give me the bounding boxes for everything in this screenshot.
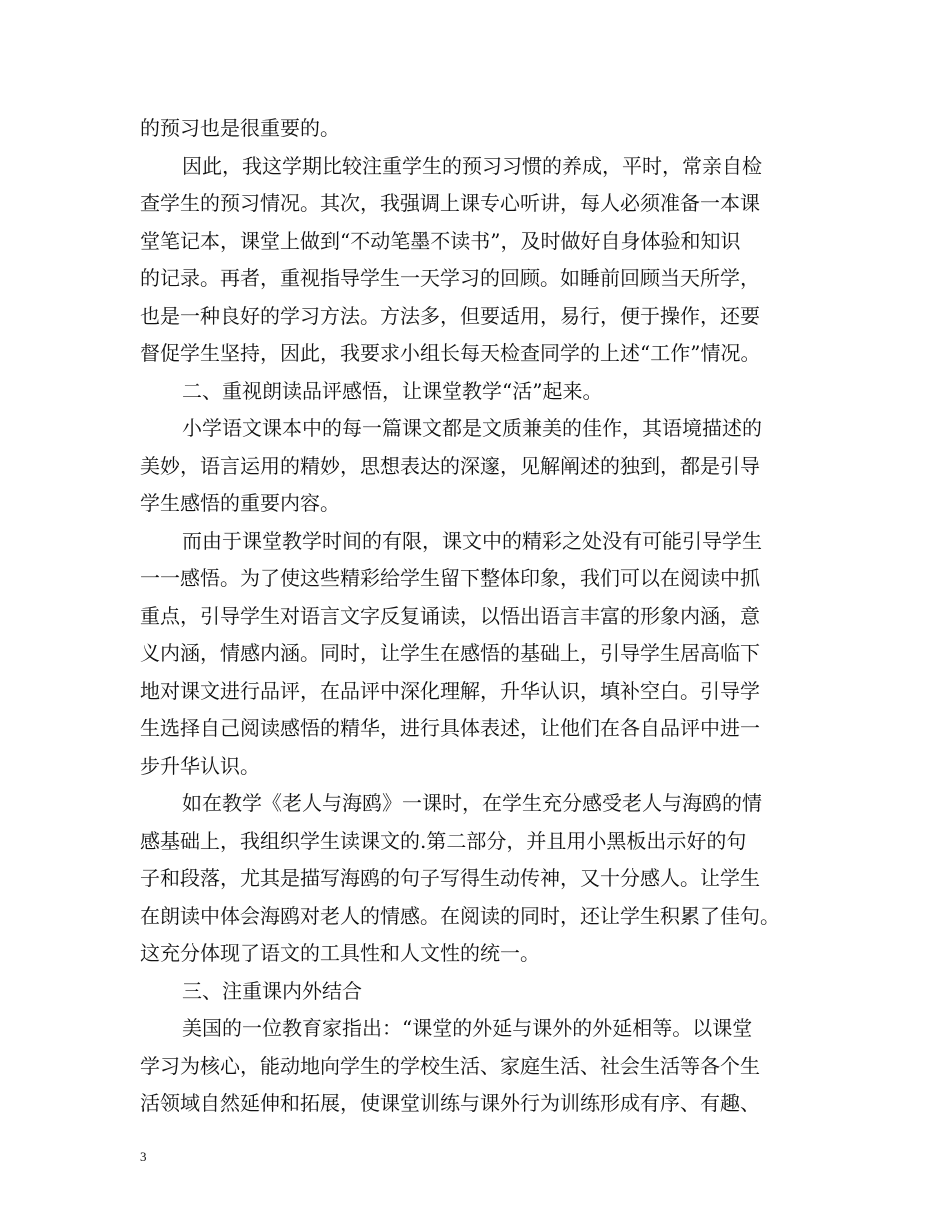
- text-line: 步升华认识。: [140, 753, 260, 778]
- text-line: 美妙，语言运用的精妙，思想表达的深邃，见解阐述的独到，都是引导: [140, 453, 760, 478]
- text-line: 查学生的预习情况。其次，我强调上课专心听讲，每人必须准备一本课: [140, 191, 760, 215]
- text-line: 的记录。再者，重视指导学生一天学习的回顾。如睡前回顾当天所学，: [140, 266, 760, 290]
- text-line: 在朗读中体会海鸥对老人的情感。在阅读的同时，还让学生积累了佳句。: [140, 903, 780, 928]
- paragraph-start-line: 美国的一位教育家指出：“课堂的外延与课外的外延相等。以课堂: [182, 1016, 753, 1040]
- text-line: 活领域自然延伸和拓展，使课堂训练与课外行为训练形成有序、有趣、: [140, 1091, 760, 1115]
- body-text: [140, 110, 812, 1123]
- text-line: 也是一种良好的学习方法。方法多，但要适用，易行，便于操作，还要: [140, 303, 760, 328]
- text-line: 堂笔记本，课堂上做到“不动笔墨不读书”，及时做好自身体验和知识: [140, 228, 741, 253]
- text-line: 感基础上，我组织学生读课文的.第二部分，并且用小黑板出示好的句: [140, 828, 747, 853]
- text-line: 生选择自己阅读感悟的精华，进行具体表述，让他们在各自品评中进一: [140, 716, 760, 740]
- text-line: 重点，引导学生对语言文字反复诵读，以悟出语言丰富的形象内涵，意: [140, 603, 760, 628]
- section-heading: 三、注重课内外结合: [182, 978, 362, 1003]
- text-line: 这充分体现了语文的工具性和人文性的统一。: [140, 941, 540, 965]
- text-line: 学生感悟的重要内容。: [140, 491, 340, 515]
- text-line: 义内涵，情感内涵。同时，让学生在感悟的基础上，引导学生居高临下: [140, 641, 760, 665]
- paragraph-start-line: 小学语文课本中的每一篇课文都是文质兼美的佳作，其语境描述的: [182, 416, 762, 440]
- text-line: 地对课文进行品评，在品评中深化理解，升华认识，填补空白。引导学: [140, 678, 760, 703]
- text-line: 督促学生坚持，因此，我要求小组长每天检查同学的上述“工作”情况。: [140, 341, 761, 365]
- text-line: 子和段落，尤其是描写海鸥的句子写得生动传神，又十分感人。让学生: [140, 866, 760, 890]
- text-line: 一一感悟。为了使这些精彩给学生留下整体印象，我们可以在阅读中抓: [140, 566, 760, 590]
- section-heading: 二、重视朗读品评感悟，让课堂教学“活”起来。: [182, 378, 603, 403]
- paragraph-start-line: 如在教学《老人与海鸥》一课时，在学生充分感受老人与海鸥的情: [182, 791, 762, 815]
- text-line: 学习为核心，能动地向学生的学校生活、家庭生活、社会生活等各个生: [140, 1053, 760, 1078]
- text-line: 的预习也是很重要的。: [140, 116, 340, 140]
- paragraph-start-line: 而由于课堂教学时间的有限，课文中的精彩之处没有可能引导学生: [182, 528, 762, 553]
- paragraph-start-line: 因此，我这学期比较注重学生的预习习惯的养成，平时，常亲自检: [182, 153, 762, 178]
- page-number: 3: [140, 1149, 147, 1164]
